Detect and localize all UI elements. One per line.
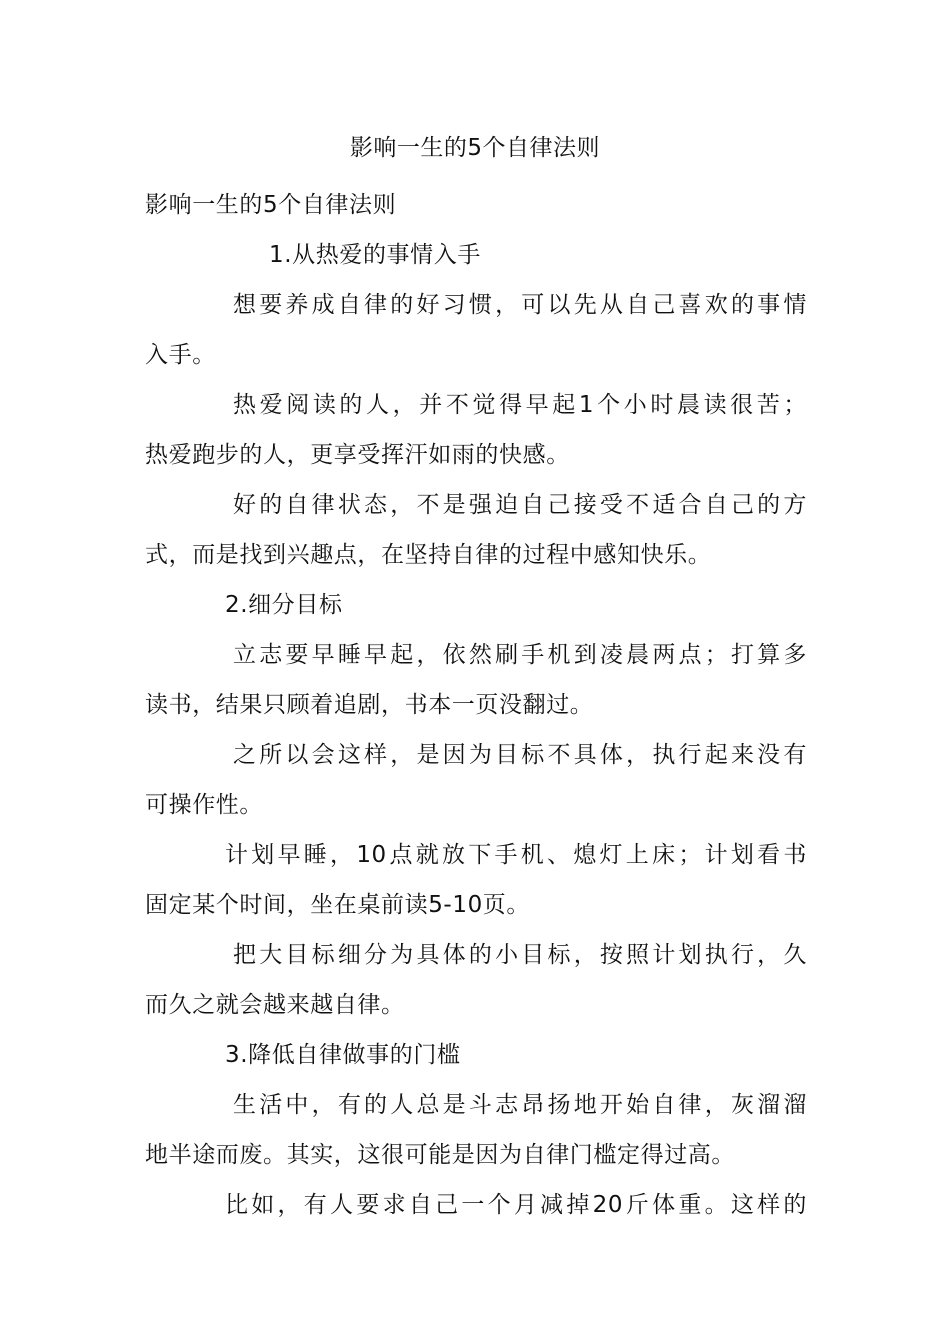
text-line: 热爱阅读的人，并不觉得早起1个小时晨读很苦； [233, 392, 807, 418]
document-title: 影响一生的5个自律法则 [349, 135, 601, 161]
text-line: 把大目标细分为具体的小目标，按照计划执行，久 [233, 942, 807, 968]
text-line: 式，而是找到兴趣点，在坚持自律的过程中感知快乐。 [145, 542, 712, 568]
text-line: 地半途而废。其实，这很可能是因为自律门槛定得过高。 [145, 1142, 735, 1168]
text-line: 固定某个时间，坐在桌前读5-10页。 [145, 892, 530, 918]
text-line: 立志要早睡早起，依然刷手机到凌晨两点；打算多 [233, 642, 807, 668]
text-line: 而久之就会越来越自律。 [145, 992, 405, 1018]
text-line: 1.从热爱的事情入手 [269, 242, 481, 268]
text-line: 3.降低自律做事的门槛 [225, 1042, 461, 1068]
text-line: 入手。 [145, 342, 216, 368]
text-line: 之所以会这样，是因为目标不具体，执行起来没有 [233, 742, 807, 768]
text-line: 影响一生的5个自律法则 [145, 192, 397, 218]
document-body [145, 180, 807, 1230]
text-line: 可操作性。 [145, 792, 263, 818]
text-line: 想要养成自律的好习惯，可以先从自己喜欢的事情 [233, 292, 807, 318]
text-line: 2.细分目标 [225, 592, 343, 618]
text-line: 计划早睡，10点就放下手机、熄灯上床；计划看书 [225, 842, 807, 868]
text-line: 生活中，有的人总是斗志昂扬地开始自律，灰溜溜 [233, 1092, 807, 1118]
text-line: 比如，有人要求自己一个月减掉20斤体重。这样的 [225, 1192, 807, 1218]
text-line: 读书，结果只顾着追剧，书本一页没翻过。 [145, 692, 594, 718]
text-line: 热爱跑步的人，更享受挥汗如雨的快感。 [145, 442, 570, 468]
text-line: 好的自律状态，不是强迫自己接受不适合自己的方 [233, 492, 807, 518]
